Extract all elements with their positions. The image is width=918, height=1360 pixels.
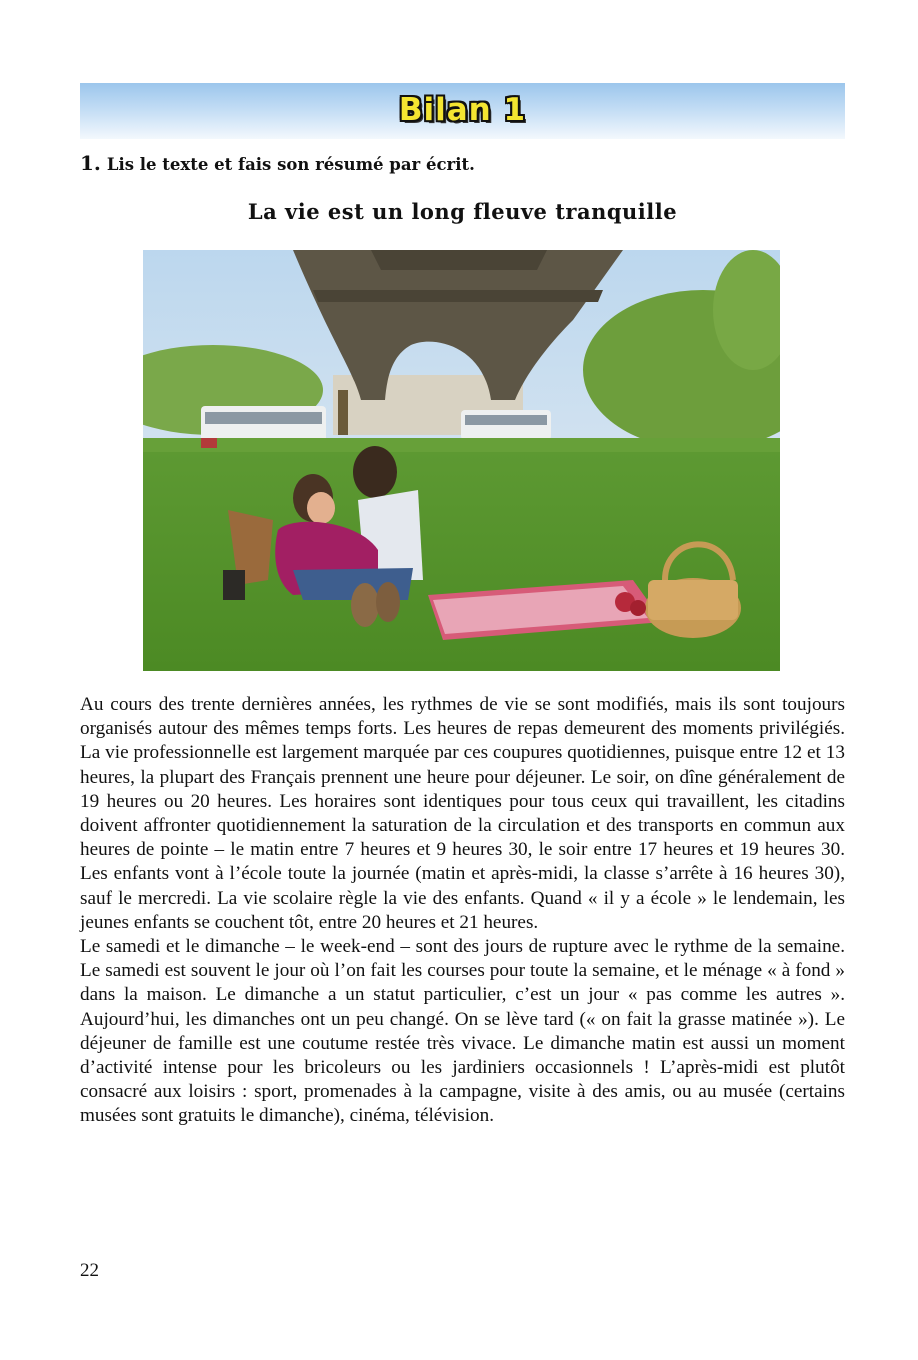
article-paragraph: Au cours des trente dernières années, les rythmes de vie se sont modifiés, mais ils sont toujours organisés autour des mêmes temps forts. Les heures de repas demeurent des moments privilégiés. La vie professionnelle est largement marquée par ces coupures quotidiennes, puisque entre 12 et 13 heures, la plupart des Français prennent une heure pour déjeuner. Le soir, on dîne généralement de 19 heures ou 20 heures. Les horaires sont identiques pour tous ceux qui travaillent, les citadins doivent affronter quotidiennement la saturation de la circulation et des transports en commun aux heures de pointe – le matin entre 7 heures et 9 heures 30, le soir entre 17 heures et 19 heures 30. Les enfants vont à l’école toute la journée (matin et après-midi, la classe s’arrête à 16 heures 30), sauf le mercredi. La vie scolaire règle la vie des enfants. Quand « il y a école » le lendemain, les jeunes enfants se couchent tôt, entre 20 heures et 21 heures.	[80, 694, 845, 933]
exercise-instruction	[80, 151, 475, 175]
section-banner	[80, 83, 845, 139]
article-title: La vie est un long fleuve tranquille	[247, 199, 678, 224]
exercise-text: Lis le texte et fais son résumé par écrit.	[106, 155, 475, 174]
page-number: 22	[80, 1260, 99, 1281]
section-title: Bilan 1	[398, 92, 527, 128]
exercise-number: 1.	[80, 151, 101, 175]
article-paragraph: Le samedi et le dimanche – le week-end – sont des jours de rupture avec le rythme de la semaine. Le samedi est souvent le jour où l’on fait les courses pour toute la semaine, et le ménage « à fond » dans la maison. Le dimanche a un statut particulier, c’est un jour « pas comme les autres ». Aujourd’hui, les dimanches ont un peu changé. On se lève tard (« on fait la grasse matinée »). Le déjeuner de famille est une coutume restée très vivace. Le dimanche matin est aussi un moment d’activité intense pour les bricoleurs ou les jardiniers occasionnels ! L’après-midi est plutôt consacré aux loisirs : sport, promenades à la campagne, visite à des amis, ou au musée (certains musées sont gratuits le dimanche), cinéma, télévision.	[80, 936, 845, 1127]
article-body	[80, 693, 845, 1129]
photo-picnic-eiffel-tower	[143, 250, 780, 671]
